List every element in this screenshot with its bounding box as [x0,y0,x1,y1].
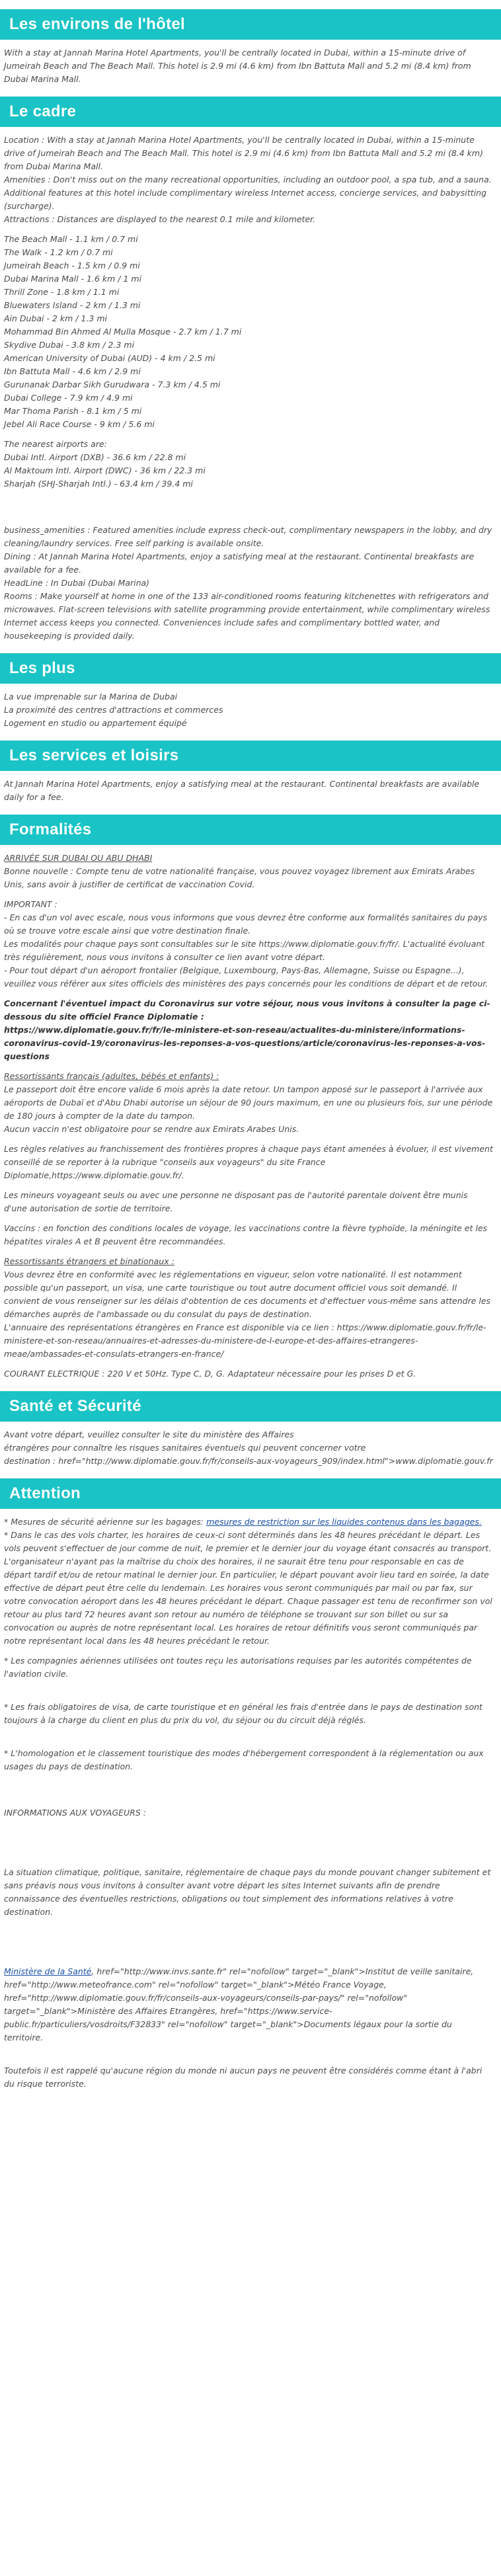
list-item: Jumeirah Beach - 1.5 km / 0.9 mi [4,261,140,270]
arrivee-text: Bonne nouvelle : Compte tenu de votre nationalité française, vous pouvez voyagez librement aux Emirats Arabes Unis, sans avoir à justifier de certificat de vaccination Covid. [4,866,475,889]
ressortissants-fr-visa: Aucun vaccin n'est obligatoire pour se rendre aux Emirats Arabes Unis. [4,1124,299,1134]
vaccins-text: Vaccins : en fonction des conditions locales de voyage, les vaccinations contre la fièvre typhoïde, la méningite et les hépatites virales A et B peuvent être recommandées. [4,1223,488,1246]
list-item: American University of Dubai (AUD) - 4 km / 2.5 mi [4,353,215,363]
list-item: Al Maktoum Intl. Airport (DWC) - 36 km / 22.3 mi [4,465,206,475]
important-2: Les modalités pour chaque pays sont consultables sur le site https://www.diplomatie.gouv.fr/fr/. L'actualité évoluant très régulièrement, nous vous invitons à consulter ce lien avant votre départ. [4,939,485,962]
list-item: Ain Dubai - 2 km / 1.3 mi [4,313,107,323]
ressortissants-fr-text: Le passeport doit être encore valide 6 mois après la date retour. Un tampon apposé sur le passeport à l'arrivée aux aéroports de Dubaï et d'Abu Dhabi autorise un séjour de 90 jours maximum, en une ou plusieurs fois, sur une période de 180 jours à compter de la date du tampon. [4,1084,493,1121]
plus-list [4,690,493,730]
services-text: At Jannah Marina Hotel Apartments, enjoy a satisfying meal at the restaurant. Continental breakfasts are available daily for a fee. [4,779,480,802]
homologation-text: * L'homologation et le classement touristique des modes d'hébergement correspondent à la réglementation ou aux usages du pays de destination. [4,1748,484,1771]
list-item: Ibn Battuta Mall - 4.6 km / 2.9 mi [4,366,141,376]
section-cadre [0,97,501,643]
list-item: Jebel Ali Race Course - 9 km / 5.6 mi [4,419,155,429]
mesures-link[interactable]: mesures de restriction sur les liquides contenus dans les bagages. [206,1517,482,1527]
section-plus [0,653,501,730]
cadre-amenities: Amenities : Don't miss out on the many recreational opportunities, including an outdoor pool, a spa tub, and a sauna. Additional features at this hotel include complimentary wireless Internet access, concierge services, and babysitting (surcharge). [4,175,492,211]
ministere-link[interactable]: Ministère de la Santé [4,1966,92,1976]
courant-text: COURANT ELECTRIQUE : 220 V et 50Hz. Type C, D, G. Adaptateur nécessaire pour les prises D et G. [4,1369,416,1379]
compagnies-text: * Les compagnies aériennes utilisées ont toutes reçu les autorisations requises par les autorités compétentes de l'aviation civile. [4,1656,472,1679]
vols-charter-text: * Dans le cas des vols charter, les horaires de ceux-ci sont déterminés dans les 48 heures précédant le départ. Les vols peuvent s'effectuer de jour comme de nuit, le premier et le dernier jour du voyage étant consacrés au transport. L'organisateur n'ayant pas la maîtrise du choix des horaires, il ne saurait être tenu pour responsable en cas de départ tardif et/ou de retour matinal le dernier jour. En particulier, le départ pouvant avoir lieu tard en soirée, la date effective de départ peut être celle du lendemain. Les horaires vous seront communiqués par mail ou par fax, sur votre convocation aéroport dans les 48 heures précédant le départ. Chaque passager est tenu de reconfirmer son vol retour au plus tard 72 heures avant son retour au numéro de téléphone se trouvant sur son billet ou sur sa convocation ou auprès de notre représentant local. Les horaires de retour définitifs vous seront communiqués par notre représentant local dans les 48 heures précédant le retour. [4,1530,492,1646]
sante-line-1: Avant votre départ, veuillez consulter le site du ministère des Affaires [4,1429,294,1439]
list-item: Bluewaters Island - 2 km / 1.3 mi [4,300,141,310]
list-item: Sharjah (SHJ-Sharjah Intl.) - 63.4 km / 39.4 mi [4,479,193,489]
environs-title: Les environs de l'hôtel [0,9,501,40]
ministere-rest: , href="http://www.invs.sante.fr" rel="nofollow" target="_blank">Institut de veille sanitaire, href="http://www.meteofrance.com" rel="nofollow" target="_blank">Météo France Voyage, href="http://www.diplomatie.gouv.fr/fr/conseils-aux-voyageurs/conseils-par-pays/" rel="nofollow" target="_blank">Ministère des Affaires Etrangères, href="https://www.service-public.fr/particuliers/vosdroits/F32833" rel="nofollow" target="_blank">Documents légaux pour la sortie du territoire. [4,1966,474,2042]
situation-text: La situation climatique, politique, sanitaire, réglementaire de chaque pays du monde pouvant changer subitement et sans préavis nous vous invitons à consulter avant votre départ les sites Internet suivants afin de prendre connaissance des éventuelles restrictions, obligations ou tout simplement des informations relatives à votre destination. [4,1867,491,1917]
mesures-prefix: * Mesures de sécurité aérienne sur les bagages: [4,1517,207,1527]
mineurs-text: Les mineurs voyageant seuls ou avec une personne ne disposant pas de l'autorité parentale doivent être munis d'une autorisation de sortie de territoire. [4,1190,468,1213]
environs-text: With a stay at Jannah Marina Hotel Apartments, you'll be centrally located in Dubai, within a 15-minute drive of Jumeirah Beach and The Beach Mall. This hotel is 2.9 mi (4.6 km) from Ibn Battuta Mall and 5.2 mi (8.4 km) from Dubai Marina Mall. [4,48,471,84]
cadre-headline: HeadLine : In Dubai (Dubai Marina) [4,578,150,588]
arrivee-heading: ARRIVÉE SUR DUBAI OU ABU DHABI [4,853,153,863]
list-item: Mar Thoma Parish - 8.1 km / 5 mi [4,406,142,416]
places-list [4,233,493,431]
formalites-title: Formalités [0,815,501,845]
covid-link[interactable]: https://www.diplomatie.gouv.fr/fr/le-ministere-et-son-reseau/actualites-du-ministere/informations-coronavirus-covid-19/coronavirus-les-reponses-a-vos-questions/article/coronavirus-les-reponses-a-vos-questions [4,1025,486,1061]
list-item: The Beach Mall - 1.1 km / 0.7 mi [4,234,138,244]
frais-visa-text: * Les frais obligatoires de visa, de carte touristique et en général les frais d'entrée dans le pays de destination sont toujours à la charge du client en plus du prix du vol, du séjour ou du circuit déjà réglés. [4,1702,482,1725]
airports-list [4,451,493,491]
list-item: Dubai Marina Mall - 1.6 km / 1 mi [4,274,142,284]
list-item: Thrill Zone - 1.8 km / 1.1 mi [4,287,120,297]
mesures-line [4,1515,493,1529]
ministere-line [4,1965,493,2044]
section-environs [0,9,501,86]
covid-heading: Concernant l'éventuel impact du Coronavirus sur votre séjour, nous vous invitons à consulter la page ci-dessous du site officiel France Diplomatie : [4,998,490,1022]
list-item: The Walk - 1.2 km / 0.7 mi [4,247,113,257]
plus-title: Les plus [0,653,501,684]
sante-line-3: destination : href="http://www.diplomatie.gouv.fr/fr/conseils-aux-voyageurs_909/index.html">www.diplomatie.gouv.fr [4,1456,493,1466]
cadre-attractions: Attractions : Distances are displayed to the nearest 0.1 mile and kilometer. [4,214,316,224]
services-title: Les services et loisirs [0,741,501,771]
cadre-location: Location : With a stay at Jannah Marina Hotel Apartments, you'll be centrally located in Dubai, within a 15-minute drive of Jumeirah Beach and The Beach Mall. This hotel is 2.9 mi (4.6 km) from Ibn Battuta Mall and 5.2 mi (8.4 km) from Dubai Marina Mall. [4,135,483,171]
airports-intro: The nearest airports are: [4,439,107,449]
infos-heading: INFORMATIONS AUX VOYAGEURS : [4,1808,146,1818]
list-item: La proximité des centres d'attractions et commerces [4,705,223,715]
important-1: - En cas d'un vol avec escale, nous vous informons que vous devrez être conforme aux formalités sanitaires du pays où se trouve votre escale ainsi que votre destination finale. [4,912,488,936]
etrangers-heading: Ressortissants étrangers et binationaux : [4,1256,174,1266]
list-item: Logement en studio ou appartement équipé [4,718,187,728]
etrangers-text: Vous devrez être en conformité avec les réglementations en vigueur, selon votre nationalité. Il est notamment possible qu'un passeport, un visa, une carte touristique ou tout autre document officiel vous soit demandé. Il convient de vous renseigner sur les délais d'obtention de ces documents et d'effectuer vous-même sans attendre les démarches auprès de l'ambassade ou du consulat du pays de destination. [4,1269,491,1319]
important-3: - Pour tout départ d'un aéroport frontalier (Belgique, Luxembourg, Pays-Bas, Allemagne, Suisse ou Espagne...), veuillez vous référer aux sites officiels des ministères des pays concernés pour les conditions de départ et de retour. [4,965,488,988]
section-formalites [0,815,501,1381]
list-item: Dubai College - 7.9 km / 4.9 mi [4,393,133,403]
list-item: Dubai Intl. Airport (DXB) - 36.6 km / 22.8 mi [4,452,186,462]
cadre-dining: Dining : At Jannah Marina Hotel Apartments, enjoy a satisfying meal at the restaurant. Continental breakfasts are available for a fee. [4,551,475,575]
section-services [0,741,501,804]
list-item: Mohammad Bin Ahmed Al Mulla Mosque - 2.7 km / 1.7 mi [4,327,242,337]
risque-text: Toutefois il est rappelé qu'aucune région du monde ni aucun pays ne peuvent être considérés comme étant à l'abri du risque terroriste. [4,2066,482,2089]
list-item: Skydive Dubai - 3.8 km / 2.3 mi [4,340,135,350]
attention-title: Attention [0,1478,501,1509]
cadre-business: business_amenities : Featured amenities include express check-out, complimentary newspapers in the lobby, and dry cleaning/laundry services. Free self parking is available onsite. [4,525,492,548]
list-item: Gurunanak Darbar Sikh Gurudwara - 7.3 km / 4.5 mi [4,380,221,389]
sante-title: Santé et Sécurité [0,1391,501,1422]
list-item: La vue imprenable sur la Marina de Dubai [4,692,178,702]
section-sante [0,1391,501,1468]
important-heading: IMPORTANT : [4,899,58,909]
cadre-title: Le cadre [0,97,501,127]
sante-line-2: étrangères pour connaître les risques sanitaires éventuels qui peuvent concerner votre [4,1443,366,1453]
etrangers-annuaire: L'annuaire des représentations étrangères en France est disponible via ce lien : https://www.diplomatie.gouv.fr/fr/le-ministere-et-son-reseau/annuaires-et-adresses-du-ministere-de-l-europe-et-des-affaires-etrangeres-meae/ambassades-et-consulats-etrangers-en-france/ [4,1322,486,1359]
regles-text: Les règles relatives au franchissement des frontières propres à chaque pays étant amenées à évoluer, il est vivement conseillé de se reporter à la rubrique "conseils aux voyageurs" du site France Diplomatie,https://www.diplomatie.gouv.fr/. [4,1144,493,1180]
ressortissants-fr-heading: Ressortissants français (adultes, bébés et enfants) : [4,1071,219,1081]
section-attention [0,1478,501,2091]
cadre-rooms: Rooms : Make yourself at home in one of the 133 air-conditioned rooms featuring kitchenettes with refrigerators and microwaves. Flat-screen televisions with satellite programming provide entertainment, while complimentary wireless Internet access keeps you connected. Conveniences include safes and complimentary bottled water, and housekeeping is provided daily. [4,591,490,641]
